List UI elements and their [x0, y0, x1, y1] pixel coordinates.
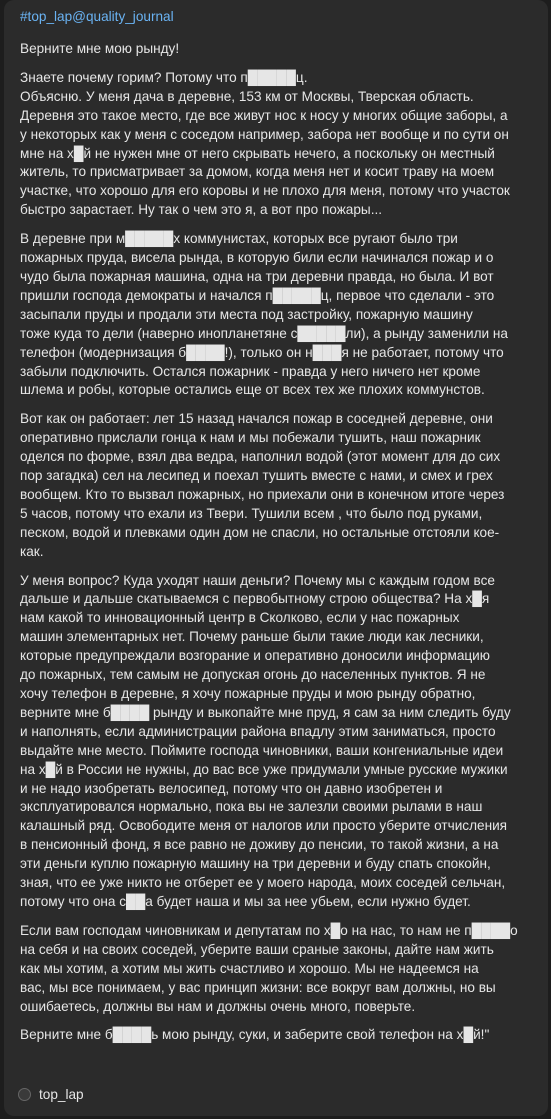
author-row[interactable]: [18, 1087, 84, 1102]
message-line: в пенсионный фонд, я все равно не доживу до пенсии, то такой жизни, а на: [20, 837, 499, 853]
message-line: Знаете почему горим? Потому что п█████ц.: [20, 69, 308, 85]
message-line: нам какой то инновационный центр в Сколково, если у нас пожарных: [20, 610, 460, 626]
message-line: выдайте мне место. Поймите господа чиновники, ваши конгениальные идеи: [20, 742, 504, 758]
message-line: на х█й в России не нужны, до вас все уже придумали умные русские мужики: [20, 761, 508, 777]
message-line: Верните мне б████ь мою рынду, суки, и заберите свой телефон на х█й!": [20, 1027, 490, 1043]
message-line: и наполнять, если администрации района впадлу этим заниматься, просто: [20, 723, 496, 739]
message-line: ошибаетесь, должны вы нам и должны очень много, поверьте.: [20, 998, 416, 1014]
message-bubble: [4, 0, 548, 1116]
message-line: пор загадка) сел на лесипед и поехал тушить вместе с нами, и смех и грех: [20, 468, 493, 484]
message-line: калашный ряд. Освободите меня от налогов или просто уберите отчисления: [20, 818, 508, 834]
message-line: оделся по форме, взял два ведра, наполнил водой (этот момент для до сих: [20, 449, 501, 465]
message-line: забыли подключить. Остался пожарник - правда у него ничего нет кроме: [20, 363, 481, 379]
message-line: и не надо изобретать велосипед, потому что он давно изобретен и: [20, 780, 443, 796]
message-line: чудо была пожарная машина, одна на три деревни правда, но была. И вот: [20, 268, 494, 284]
message-line: телефон (модернизация б████!), только он н███я не работает, потому что: [20, 344, 504, 360]
message-line: эти деньги куплю пожарную машину на три деревни и буду спать спокойн,: [20, 856, 491, 872]
message-line: зная, что ее уже никто не отберет ее у моего народа, моих соседей сельчан,: [20, 875, 506, 891]
message-line: Деревня это такое место, где все живут нос к носу у многих общие заборы, а: [20, 107, 508, 123]
message-line: песком, водой и плевками один дом не спасли, но остальные отстояли кое-: [20, 524, 500, 540]
message-line: у некоторых как у меня с соседом например, забора нет вообще и по сути он: [20, 126, 509, 142]
message-line: оперативно прислали гонца к нам и мы побежали тушить, наш пожарник: [20, 430, 481, 446]
message-line: пришли господа демократы и начался п█████ц, первое что сделали - это: [20, 287, 495, 303]
message-paragraph: [20, 922, 536, 1017]
message-line: тоже куда то дели (наверно инопланетяне с█████ли), а рынду заменили на: [20, 325, 508, 341]
message-paragraph: [20, 230, 536, 400]
message-line: вас, мы все понимаем, у вас принцип жизни: все вокруг вам должны, но вы: [20, 979, 496, 995]
message-line: которые предупреждали возгорание и оперативно доносили информацию: [20, 648, 490, 664]
message-paragraph: [20, 40, 536, 59]
message-body: [20, 40, 536, 1045]
message-line: Если вам господам чиновникам и депутатам по х█о на нас, то нам не п████о: [20, 922, 518, 938]
message-line: участке, что хорошо для его коровы и не плохо для меня, потому что участок: [20, 183, 510, 199]
hashtag-link[interactable]: #top_lap@quality_journal: [20, 9, 174, 24]
message-line: эксплуатировался нормально, пока вы не залезли своими рылами в наш: [20, 799, 483, 815]
message-line: верните мне б████ рынду и выкопайте мне пруд, я сам за ним следить буду: [20, 704, 511, 720]
message-line: шлема и робы, которые остались еще от всех тех же плохих коммунстов.: [20, 382, 485, 398]
author-avatar-icon: [18, 1088, 31, 1101]
message-line: пожарных пруда, висела рында, в которую били если начинался пожар и о: [20, 250, 494, 266]
message-line: житель, то присматривает за домом, когда меня нет и косит траву на моем: [20, 164, 495, 180]
message-line: Объясню. У меня дача в деревне, 153 км от Москвы, Тверская область.: [20, 88, 474, 104]
message-line: дальше и дальше скатываемся с первобытному строю общества? На х█я: [20, 591, 490, 607]
message-paragraph: [20, 410, 536, 561]
message-line: засыпали пруды и продали эти места под застройку, пожарную машину: [20, 306, 473, 322]
author-name[interactable]: top_lap: [39, 1087, 84, 1102]
message-line: хочу телефон в деревне, я хочу пожарные пруды и мою рынду обратно,: [20, 686, 476, 701]
message-line: У меня вопрос? Куда уходят наши деньги? Почему мы с каждым годом все: [20, 572, 495, 588]
message-line: вообщем. Кто то вызвал пожарных, но приехали они в конечном итоге через: [20, 486, 505, 502]
message-paragraph: [20, 69, 536, 220]
message-line: на себя и на своих соседей, уберите ваши сраные законы, дайте нам жить: [20, 941, 494, 957]
message-line: Вот как он работает: лет 15 назад начался пожар в соседней деревне, они: [20, 411, 493, 427]
message-line: как мы хотим, а хотим мы жить счастливо и хорошо. Мы не надеемся на: [20, 960, 479, 976]
message-line: В деревне при м█████х коммунистах, которых все ругают было три: [20, 231, 458, 247]
message-line: до пожарных, тем самым не допуская огонь до населенных пунктов. Я не: [20, 667, 486, 683]
message-line: как.: [20, 543, 44, 559]
message-paragraph: [20, 1026, 536, 1045]
message-line: быстро зарастает. Ну так о чем это я, а вот про пожары...: [20, 202, 383, 218]
message-line: Верните мне мою рынду!: [20, 41, 180, 56]
message-line: мне на х█й не нужен мне от него скрывать нечего, а поскольку он местный: [20, 145, 495, 161]
message-line: потому что она с██а будет наша и мы за нее убьем, если нужно будет.: [20, 893, 471, 909]
message-line: 5 часов, потому что ехали из Твери. Тушили всем , что было под руками,: [20, 505, 483, 521]
message-line: машин элементарных нет. Почему раньше были такие люди как лесники,: [20, 629, 484, 645]
message-paragraph: [20, 572, 536, 912]
